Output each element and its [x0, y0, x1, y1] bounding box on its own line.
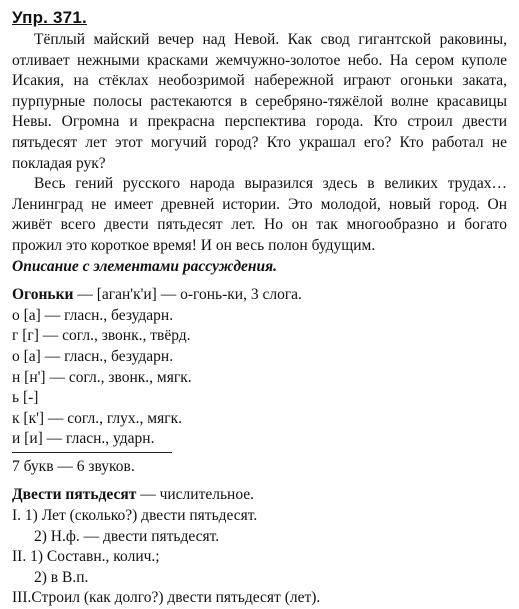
morphology-line: II. 1) Составн., колич.;: [12, 548, 160, 566]
sound-row: о [а] — гласн., безударн.: [12, 347, 174, 365]
phonetic-header: [12, 285, 507, 306]
morphology-line: III.Строил (как долго?) двести пятьдесят (лет).: [12, 589, 321, 607]
morphology-phrase: Двести пятьдесят: [12, 486, 137, 504]
text-type-caption: Описание с элементами рассуждения.: [12, 257, 277, 275]
morphology-header: [12, 485, 507, 506]
morphology-line: 2) Н.ф. — двести пятьдесят.: [34, 527, 220, 545]
divider: [12, 452, 172, 453]
morphology-line: I. 1) Лет (сколько?) двести пятьдесят.: [12, 507, 258, 525]
sound-row: г [г] — согл., звонк., твёрд.: [12, 327, 191, 345]
phonetic-word: Огоньки: [12, 286, 74, 304]
sound-row: н [н'] — согл., звонк., мягк.: [12, 368, 192, 386]
sound-row: ь [-]: [12, 389, 39, 407]
text-paragraph-1: [12, 30, 507, 174]
sound-row: о [а] — гласн., безударн.: [12, 306, 174, 324]
morphology-line: 2) в В.п.: [34, 568, 89, 586]
paragraph-2-text: Весь гений русского народа выразился здесь в великих трудах… Ленинград не имеет древней истории. Это молодой, новый город. Он живёт всего двести пятьдесят лет. Но он так многообразно и богато прожил это короткое время! И он весь полон будущим.: [12, 175, 507, 254]
text-paragraph-2: [12, 174, 507, 256]
sound-row: к [к'] — согл., глух., мягк.: [12, 409, 182, 427]
morphology-pos: — числительное.: [136, 486, 255, 504]
sound-row: и [и] — гласн., ударн.: [12, 430, 155, 448]
phonetic-transcription: — [аган'к'и] — о-гонь-ки, 3 слога.: [73, 286, 302, 304]
phonetic-summary: 7 букв — 6 звуков.: [12, 457, 135, 475]
paragraph-1-text: Тёплый майский вечер над Невой. Как свод гигантской раковины, отливает нежными красками жемчужно-золотое небо. На сером куполе Исакия, на стёклах необозримой набережной играют огоньки заката, пурпурные полосы растекаются в серебряно-тяжёлой волне красавицы Невы. Огромна и прекрасна перспектива города. Кто строил двести пятьдесят лет этот могучий город? Кто украшал его? Кто работал не покладая рук?: [12, 31, 507, 172]
exercise-title: Упр. 371.: [12, 8, 87, 27]
